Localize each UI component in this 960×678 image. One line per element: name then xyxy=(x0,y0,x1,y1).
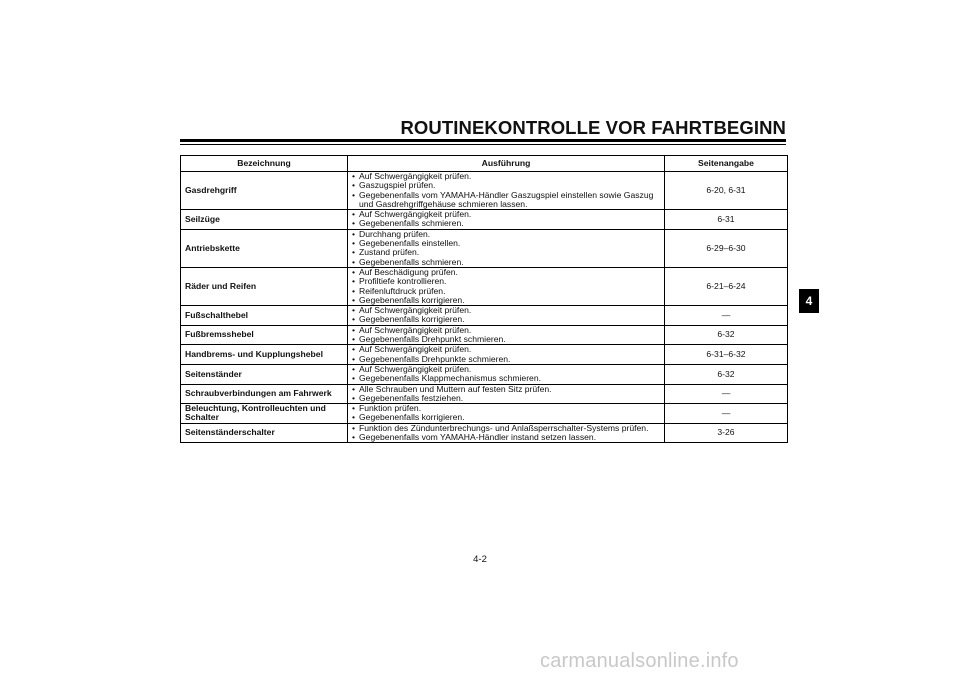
item-tasks xyxy=(348,325,665,345)
inspection-table xyxy=(180,155,788,443)
table-row xyxy=(181,364,788,384)
task-item: • Auf Schwergängigkeit prüfen. xyxy=(352,210,660,219)
task-item: • Funktion prüfen. xyxy=(352,404,660,413)
item-tasks xyxy=(348,229,665,267)
task-item: • Gegebenenfalls korrigieren. xyxy=(352,413,660,422)
task-item: • Gegebenenfalls schmieren. xyxy=(352,219,660,228)
item-page-ref: 6-21–6-24 xyxy=(665,267,788,305)
item-name: Fußschalthebel xyxy=(181,306,348,326)
task-item: • Gegebenenfalls vom YAMAHA-Händler Gaszugspiel einstellen sowie Gaszug und Gasdrehgriffgehäuse schmieren lassen. xyxy=(352,191,660,210)
table-row xyxy=(181,384,788,404)
column-header-ausfuehrung: Ausführung xyxy=(348,156,665,172)
task-item: • Auf Schwergängigkeit prüfen. xyxy=(352,365,660,374)
task-item: • Gegebenenfalls einstellen. xyxy=(352,239,660,248)
table-row xyxy=(181,210,788,230)
task-item: • Zustand prüfen. xyxy=(352,248,660,257)
task-item: • Auf Schwergängigkeit prüfen. xyxy=(352,326,660,335)
item-name: Handbrems- und Kupplungshebel xyxy=(181,345,348,365)
table-row xyxy=(181,267,788,305)
task-item: • Profiltiefe kontrollieren. xyxy=(352,277,660,286)
item-tasks xyxy=(348,267,665,305)
table-row xyxy=(181,172,788,210)
task-item: • Auf Schwergängigkeit prüfen. xyxy=(352,345,660,354)
item-name: Fußbremsshebel xyxy=(181,325,348,345)
item-page-ref: 6-32 xyxy=(665,325,788,345)
column-header-bezeichnung: Bezeichnung xyxy=(181,156,348,172)
table-row xyxy=(181,345,788,365)
item-tasks xyxy=(348,404,665,424)
task-item: • Gaszugspiel prüfen. xyxy=(352,181,660,190)
item-tasks xyxy=(348,384,665,404)
item-page-ref: 6-20, 6-31 xyxy=(665,172,788,210)
task-item: • Gegebenenfalls festziehen. xyxy=(352,394,660,403)
item-page-ref: 6-32 xyxy=(665,364,788,384)
item-page-ref: — xyxy=(665,384,788,404)
page-number: 4-2 xyxy=(473,554,487,565)
item-page-ref: — xyxy=(665,404,788,424)
item-page-ref: — xyxy=(665,306,788,326)
table-row xyxy=(181,404,788,424)
task-item: • Gegebenenfalls Drehpunkte schmieren. xyxy=(352,355,660,364)
item-name: Antriebskette xyxy=(181,229,348,267)
item-page-ref: 6-31–6-32 xyxy=(665,345,788,365)
item-name: Seilzüge xyxy=(181,210,348,230)
item-tasks xyxy=(348,423,665,443)
item-page-ref: 3-26 xyxy=(665,423,788,443)
item-tasks xyxy=(348,306,665,326)
task-item: • Funktion des Zündunterbrechungs- und Anlaßsperrschalter-Systems prüfen. xyxy=(352,424,660,433)
task-item: • Gegebenenfalls Drehpunkt schmieren. xyxy=(352,335,660,344)
item-name: Seitenständer xyxy=(181,364,348,384)
chapter-tab[interactable]: 4 xyxy=(799,289,819,313)
item-tasks xyxy=(348,345,665,365)
task-item: • Auf Schwergängigkeit prüfen. xyxy=(352,172,660,181)
task-item: • Gegebenenfalls Klappmechanismus schmieren. xyxy=(352,374,660,383)
task-item: • Auf Beschädigung prüfen. xyxy=(352,268,660,277)
column-header-seitenangabe: Seitenangabe xyxy=(665,156,788,172)
item-page-ref: 6-31 xyxy=(665,210,788,230)
item-tasks xyxy=(348,364,665,384)
task-item: • Alle Schrauben und Muttern auf festen Sitz prüfen. xyxy=(352,385,660,394)
item-name: Schraubverbindungen am Fahrwerk xyxy=(181,384,348,404)
task-item: • Gegebenenfalls vom YAMAHA-Händler instand setzen lassen. xyxy=(352,433,660,442)
item-page-ref: 6-29–6-30 xyxy=(665,229,788,267)
item-name: Räder und Reifen xyxy=(181,267,348,305)
task-item: • Gegebenenfalls korrigieren. xyxy=(352,315,660,324)
item-name: Seitenständerschalter xyxy=(181,423,348,443)
item-tasks xyxy=(348,210,665,230)
item-name: Gasdrehgriff xyxy=(181,172,348,210)
item-tasks xyxy=(348,172,665,210)
title-rule-thick xyxy=(180,139,786,142)
task-item: • Gegebenenfalls korrigieren. xyxy=(352,296,660,305)
title-rule-thin xyxy=(180,144,786,145)
item-name: Beleuchtung, Kontrolleuchten und Schalter xyxy=(181,404,348,424)
task-item: • Durchhang prüfen. xyxy=(352,230,660,239)
watermark: carmanualsonline.info xyxy=(540,650,739,672)
table-header-row xyxy=(181,156,788,172)
page-title: ROUTINEKONTROLLE VOR FAHRTBEGINN xyxy=(400,117,786,138)
table-row xyxy=(181,423,788,443)
task-item: • Gegebenenfalls schmieren. xyxy=(352,258,660,267)
table-row xyxy=(181,325,788,345)
task-item: • Reifenluftdruck prüfen. xyxy=(352,287,660,296)
task-item: • Auf Schwergängigkeit prüfen. xyxy=(352,306,660,315)
table-row xyxy=(181,229,788,267)
table-row xyxy=(181,306,788,326)
